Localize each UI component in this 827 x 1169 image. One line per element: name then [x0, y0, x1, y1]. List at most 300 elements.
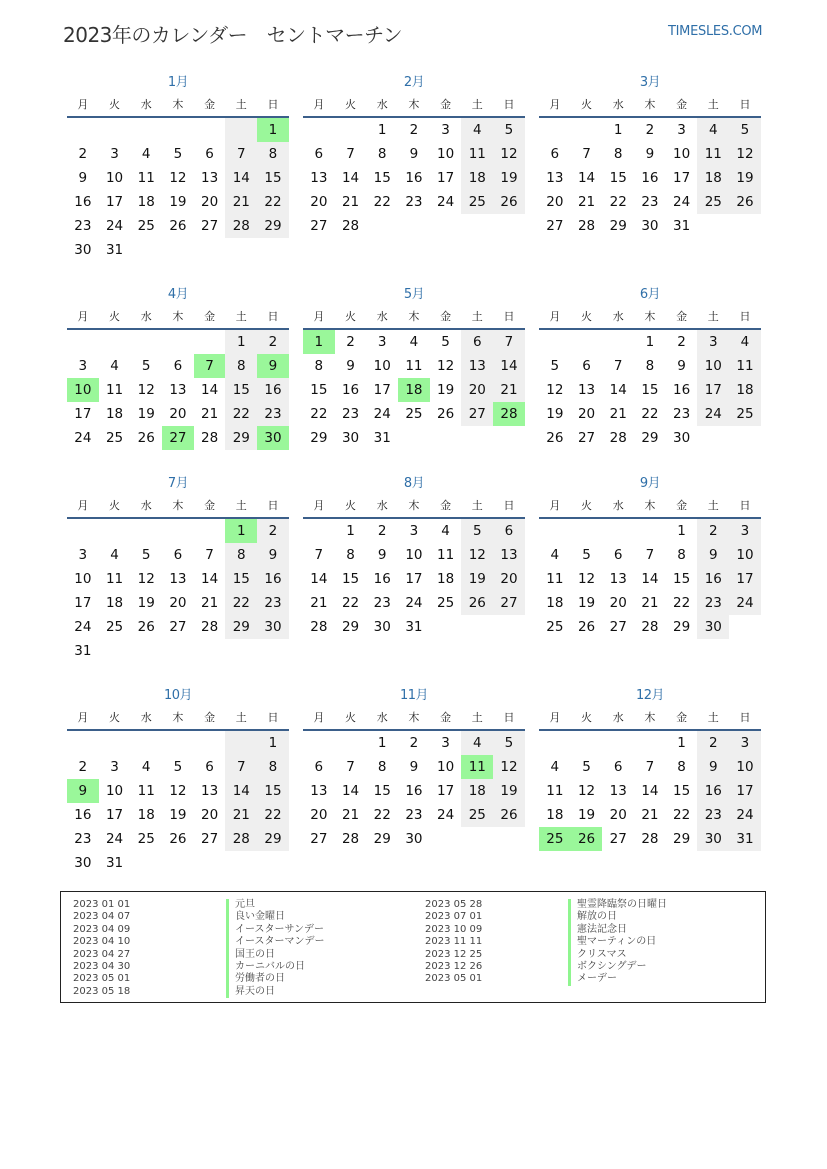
day-cell: 6	[582, 358, 591, 374]
day-cell: 7	[346, 759, 355, 775]
day-cell: 1	[613, 122, 623, 138]
day-cell: 5	[461, 519, 493, 543]
day-cell: 23	[373, 595, 391, 611]
weekday-label: 月	[549, 499, 561, 512]
month-name: 10月	[163, 688, 193, 703]
day-cell: 17	[697, 378, 729, 402]
weekday-label: 月	[77, 711, 89, 724]
weekday-label: 日	[267, 499, 279, 512]
weekday-label: 金	[440, 98, 452, 111]
day-cell: 27	[169, 619, 187, 635]
legend-date: 2023 01 01	[73, 899, 131, 910]
day-cell: 24	[437, 194, 455, 210]
day-cell: 23	[257, 402, 289, 426]
day-cell: 29	[673, 619, 691, 635]
day-cell: 20	[310, 194, 328, 210]
day-cell: 1	[225, 519, 257, 543]
weekday-label: 土	[471, 711, 483, 724]
day-cell: 3	[377, 334, 387, 350]
empty-cell	[729, 214, 761, 238]
day-cell: 15	[257, 779, 289, 803]
month-name: 12月	[635, 688, 665, 703]
weekday-label: 木	[172, 310, 184, 323]
day-cell: 31	[673, 218, 691, 234]
day-cell: 16	[257, 378, 289, 402]
weekday-header	[67, 306, 289, 330]
empty-cell	[539, 731, 571, 755]
day-cell: 12	[169, 783, 187, 799]
day-cell: 8	[225, 543, 257, 567]
day-cell: 17	[437, 170, 455, 186]
day-cell: 20	[493, 567, 525, 591]
legend-name: カーニバルの日	[226, 961, 325, 973]
day-cell: 21	[201, 406, 219, 422]
day-cell: 8	[677, 759, 686, 775]
day-cell: 26	[577, 619, 596, 635]
day-cell: 30	[697, 827, 729, 851]
weekday-label: 月	[313, 711, 325, 724]
empty-cell	[398, 214, 430, 238]
weekday-label: 水	[376, 310, 388, 323]
day-cell: 19	[493, 779, 525, 803]
weekday-label: 火	[581, 499, 593, 512]
weekday-label: 木	[644, 711, 656, 724]
day-cell: 22	[373, 194, 391, 210]
day-cell: 27	[461, 402, 493, 426]
day-cell: 9	[677, 358, 686, 374]
day-cell: 23	[641, 194, 659, 210]
weekday-label: 水	[140, 711, 152, 724]
day-cell: 15	[673, 783, 691, 799]
day-cell: 11	[105, 571, 124, 587]
weekday-label: 水	[612, 310, 624, 323]
day-cell: 14	[493, 354, 525, 378]
day-cell: 6	[550, 146, 560, 162]
weekday-label: 火	[581, 310, 593, 323]
day-cell: 27	[577, 430, 596, 446]
weekday-label: 日	[503, 98, 515, 111]
day-cell: 26	[461, 591, 493, 615]
weekday-label: 月	[549, 310, 561, 323]
weekday-header	[303, 306, 525, 330]
day-cell: 26	[437, 406, 455, 422]
day-cell: 22	[609, 194, 627, 210]
day-cell: 2	[78, 759, 88, 775]
day-cell: 10	[373, 358, 391, 374]
day-cell: 5	[441, 334, 450, 350]
day-cell: 26	[571, 827, 603, 851]
day-cell: 6	[173, 358, 183, 374]
day-cell: 9	[409, 146, 419, 162]
day-cell: 29	[641, 430, 659, 446]
legend-name: メーデー	[568, 973, 667, 985]
day-cell: 25	[539, 827, 571, 851]
legend-name: クリスマス	[568, 949, 667, 961]
day-cell: 12	[493, 755, 525, 779]
day-cell: 19	[169, 194, 187, 210]
day-cell: 28	[201, 430, 219, 446]
day-cell: 20	[609, 807, 627, 823]
day-cell: 11	[546, 783, 564, 799]
day-cell: 24	[729, 803, 761, 827]
day-cell: 20	[201, 194, 219, 210]
day-cell: 17	[405, 571, 423, 587]
weekday-label: 火	[581, 98, 593, 111]
day-cell: 9	[377, 547, 387, 563]
day-cell: 1	[346, 523, 355, 539]
day-cell: 19	[577, 595, 596, 611]
day-cell: 10	[729, 755, 761, 779]
month-name: 3月	[639, 75, 661, 90]
day-cell: 6	[173, 547, 183, 563]
day-cell: 7	[205, 547, 214, 563]
day-cell: 12	[169, 170, 187, 186]
weekday-label: 日	[267, 310, 279, 323]
day-cell: 15	[257, 166, 289, 190]
empty-cell	[130, 731, 162, 755]
weekday-label: 火	[109, 310, 121, 323]
weekday-label: 土	[707, 310, 719, 323]
month-block	[303, 473, 525, 639]
weekday-label: 金	[676, 711, 688, 724]
empty-cell	[99, 330, 131, 354]
month-block	[67, 284, 289, 450]
day-cell: 15	[225, 378, 257, 402]
weekday-label: 日	[739, 711, 751, 724]
weekday-label: 水	[376, 711, 388, 724]
day-grid	[303, 118, 525, 238]
day-cell: 25	[405, 406, 423, 422]
day-cell: 16	[373, 571, 391, 587]
day-cell: 28	[341, 831, 360, 847]
day-cell: 27	[201, 218, 219, 234]
day-cell: 7	[613, 358, 623, 374]
legend-name: イースターサンデー	[226, 924, 325, 936]
empty-cell	[303, 519, 335, 543]
weekday-label: 日	[503, 711, 515, 724]
empty-cell	[162, 238, 194, 262]
day-cell: 18	[546, 595, 564, 611]
day-cell: 5	[173, 759, 183, 775]
day-cell: 21	[641, 595, 659, 611]
day-grid	[67, 330, 289, 450]
day-cell: 24	[74, 619, 92, 635]
day-cell: 20	[169, 406, 187, 422]
day-cell: 7	[493, 330, 525, 354]
day-cell: 13	[577, 382, 596, 398]
day-cell: 28	[641, 619, 659, 635]
day-cell: 18	[137, 194, 155, 210]
day-cell: 31	[74, 643, 92, 659]
day-cell: 19	[493, 166, 525, 190]
day-cell: 18	[398, 378, 430, 402]
weekday-label: 水	[140, 310, 152, 323]
day-cell: 2	[78, 146, 88, 162]
weekday-label: 水	[376, 98, 388, 111]
day-cell: 31	[373, 430, 391, 446]
empty-cell	[194, 330, 226, 354]
empty-cell	[430, 426, 462, 450]
brand-link[interactable]: TIMESLES.COM	[668, 24, 763, 39]
day-cell: 12	[437, 358, 455, 374]
day-cell: 10	[437, 146, 455, 162]
day-cell: 24	[405, 595, 423, 611]
day-cell: 30	[74, 242, 92, 258]
day-cell: 19	[461, 567, 493, 591]
day-cell: 11	[697, 142, 729, 166]
legend-name: 聖マーティンの日	[568, 936, 667, 948]
weekday-label: 木	[644, 310, 656, 323]
weekday-label: 金	[204, 98, 216, 111]
day-cell: 6	[613, 759, 623, 775]
empty-cell	[539, 118, 571, 142]
day-cell: 8	[377, 146, 387, 162]
weekday-header	[303, 94, 525, 118]
day-cell: 25	[137, 218, 155, 234]
day-cell: 26	[137, 430, 155, 446]
day-cell: 19	[546, 406, 564, 422]
weekday-label: 日	[739, 499, 751, 512]
empty-cell	[225, 118, 257, 142]
weekday-label: 火	[109, 711, 121, 724]
day-cell: 14	[201, 571, 219, 587]
day-cell: 23	[405, 194, 423, 210]
weekday-header	[67, 707, 289, 731]
day-cell: 11	[437, 547, 455, 563]
day-cell: 24	[697, 402, 729, 426]
month-name: 6月	[639, 287, 661, 302]
day-cell: 30	[257, 426, 289, 450]
empty-cell	[257, 851, 289, 875]
day-grid	[67, 118, 289, 262]
empty-cell	[571, 330, 603, 354]
month-name: 4月	[167, 287, 189, 302]
day-cell: 28	[493, 402, 525, 426]
day-cell: 1	[225, 330, 257, 354]
empty-cell	[335, 731, 367, 755]
day-cell: 23	[74, 831, 92, 847]
day-cell: 20	[609, 595, 627, 611]
day-grid	[539, 118, 761, 238]
legend-date: 2023 10 09	[425, 923, 483, 935]
day-cell: 14	[341, 170, 360, 186]
day-cell: 28	[609, 430, 627, 446]
day-cell: 31	[105, 855, 124, 871]
day-cell: 3	[677, 122, 686, 138]
weekday-label: 木	[408, 310, 420, 323]
day-cell: 8	[645, 358, 655, 374]
weekday-label: 土	[471, 310, 483, 323]
day-cell: 15	[341, 571, 360, 587]
weekday-label: 土	[235, 310, 247, 323]
day-cell: 4	[110, 547, 119, 563]
weekday-label: 火	[345, 711, 357, 724]
empty-cell	[493, 615, 525, 639]
weekday-label: 日	[267, 98, 279, 111]
weekday-header	[303, 707, 525, 731]
day-cell: 21	[577, 194, 596, 210]
day-cell: 10	[437, 759, 455, 775]
day-cell: 31	[729, 827, 761, 851]
day-cell: 13	[546, 170, 564, 186]
day-cell: 24	[105, 218, 124, 234]
day-cell: 14	[225, 166, 257, 190]
day-cell: 6	[314, 759, 324, 775]
weekday-label: 土	[707, 499, 719, 512]
day-cell: 19	[729, 166, 761, 190]
day-cell: 25	[461, 803, 493, 827]
day-cell: 26	[137, 619, 155, 635]
day-cell: 10	[74, 571, 92, 587]
weekday-label: 土	[707, 711, 719, 724]
weekday-header	[539, 707, 761, 731]
day-cell: 30	[641, 218, 659, 234]
day-cell: 11	[546, 571, 564, 587]
empty-cell	[697, 426, 729, 450]
day-cell: 8	[377, 759, 387, 775]
day-cell: 1	[677, 523, 686, 539]
empty-cell	[257, 238, 289, 262]
weekday-label: 木	[644, 499, 656, 512]
day-cell: 8	[346, 547, 355, 563]
holiday-legend	[60, 891, 766, 1003]
day-cell: 6	[314, 146, 324, 162]
day-cell: 23	[697, 591, 729, 615]
day-cell: 14	[641, 783, 659, 799]
day-cell: 21	[341, 807, 360, 823]
legend-date: 2023 11 11	[425, 936, 483, 948]
day-cell: 23	[74, 218, 92, 234]
legend-date: 2023 04 09	[73, 923, 131, 935]
day-cell: 13	[310, 170, 328, 186]
day-cell: 17	[373, 382, 391, 398]
day-cell: 29	[257, 214, 289, 238]
empty-cell	[194, 118, 226, 142]
day-grid	[303, 330, 525, 450]
weekday-label: 日	[503, 310, 515, 323]
day-cell: 18	[546, 807, 564, 823]
day-cell: 3	[78, 547, 88, 563]
day-cell: 21	[201, 595, 219, 611]
day-cell: 4	[141, 146, 151, 162]
weekday-label: 月	[77, 499, 89, 512]
day-cell: 3	[441, 122, 450, 138]
day-cell: 14	[310, 571, 328, 587]
weekday-label: 木	[408, 499, 420, 512]
day-grid	[67, 731, 289, 875]
day-cell: 4	[110, 358, 119, 374]
day-cell: 10	[729, 543, 761, 567]
empty-cell	[130, 519, 162, 543]
day-cell: 28	[225, 214, 257, 238]
legend-name: 昇天の日	[226, 986, 325, 998]
day-cell: 30	[673, 430, 691, 446]
day-cell: 5	[141, 547, 151, 563]
day-cell: 3	[729, 519, 761, 543]
day-cell: 16	[405, 170, 423, 186]
weekday-label: 水	[612, 711, 624, 724]
day-cell: 8	[257, 142, 289, 166]
day-cell: 14	[341, 783, 360, 799]
day-cell: 9	[697, 543, 729, 567]
day-cell: 18	[461, 779, 493, 803]
empty-cell	[539, 330, 571, 354]
day-cell: 1	[257, 118, 289, 142]
day-cell: 17	[729, 567, 761, 591]
month-name: 8月	[403, 476, 425, 491]
weekday-label: 金	[204, 499, 216, 512]
day-cell: 6	[613, 547, 623, 563]
empty-cell	[130, 330, 162, 354]
empty-cell	[634, 519, 666, 543]
empty-cell	[194, 731, 226, 755]
weekday-label: 金	[440, 310, 452, 323]
day-cell: 8	[677, 547, 686, 563]
day-cell: 8	[613, 146, 623, 162]
month-name: 9月	[639, 476, 661, 491]
legend-date: 2023 04 27	[73, 948, 131, 960]
legend-names-left	[226, 899, 325, 998]
weekday-label: 火	[109, 499, 121, 512]
day-cell: 19	[437, 382, 455, 398]
day-cell: 15	[373, 170, 391, 186]
day-cell: 12	[546, 382, 564, 398]
day-cell: 16	[257, 567, 289, 591]
weekday-label: 月	[77, 98, 89, 111]
legend-dates-left	[73, 899, 130, 998]
day-cell: 2	[677, 334, 686, 350]
day-cell: 18	[105, 406, 124, 422]
day-cell: 5	[493, 118, 525, 142]
day-cell: 19	[137, 595, 155, 611]
day-cell: 12	[729, 142, 761, 166]
day-cell: 13	[609, 783, 627, 799]
day-cell: 29	[225, 426, 257, 450]
day-cell: 18	[697, 166, 729, 190]
month-block	[303, 685, 525, 851]
weekday-header	[303, 495, 525, 519]
day-cell: 2	[409, 735, 419, 751]
page-title: 2023年のカレンダー セントマーチン	[63, 23, 403, 47]
day-grid	[539, 731, 761, 851]
day-cell: 16	[405, 783, 423, 799]
day-cell: 2	[697, 519, 729, 543]
day-cell: 27	[201, 831, 219, 847]
day-cell: 22	[673, 807, 691, 823]
day-cell: 9	[697, 755, 729, 779]
day-cell: 14	[225, 779, 257, 803]
day-cell: 7	[645, 547, 655, 563]
weekday-label: 土	[235, 499, 247, 512]
empty-cell	[99, 639, 131, 663]
empty-cell	[430, 615, 462, 639]
empty-cell	[225, 851, 257, 875]
empty-cell	[194, 639, 226, 663]
legend-name: 憲法記念日	[568, 924, 667, 936]
month-name: 2月	[403, 75, 425, 90]
legend-date: 2023 12 25	[425, 948, 483, 960]
legend-name: ボクシングデー	[568, 961, 667, 973]
empty-cell	[461, 615, 493, 639]
day-cell: 28	[577, 218, 596, 234]
day-cell: 1	[677, 735, 686, 751]
day-cell: 30	[373, 619, 391, 635]
day-cell: 29	[257, 827, 289, 851]
day-cell: 9	[346, 358, 355, 374]
day-cell: 2	[697, 731, 729, 755]
day-cell: 20	[201, 807, 219, 823]
weekday-label: 水	[140, 499, 152, 512]
